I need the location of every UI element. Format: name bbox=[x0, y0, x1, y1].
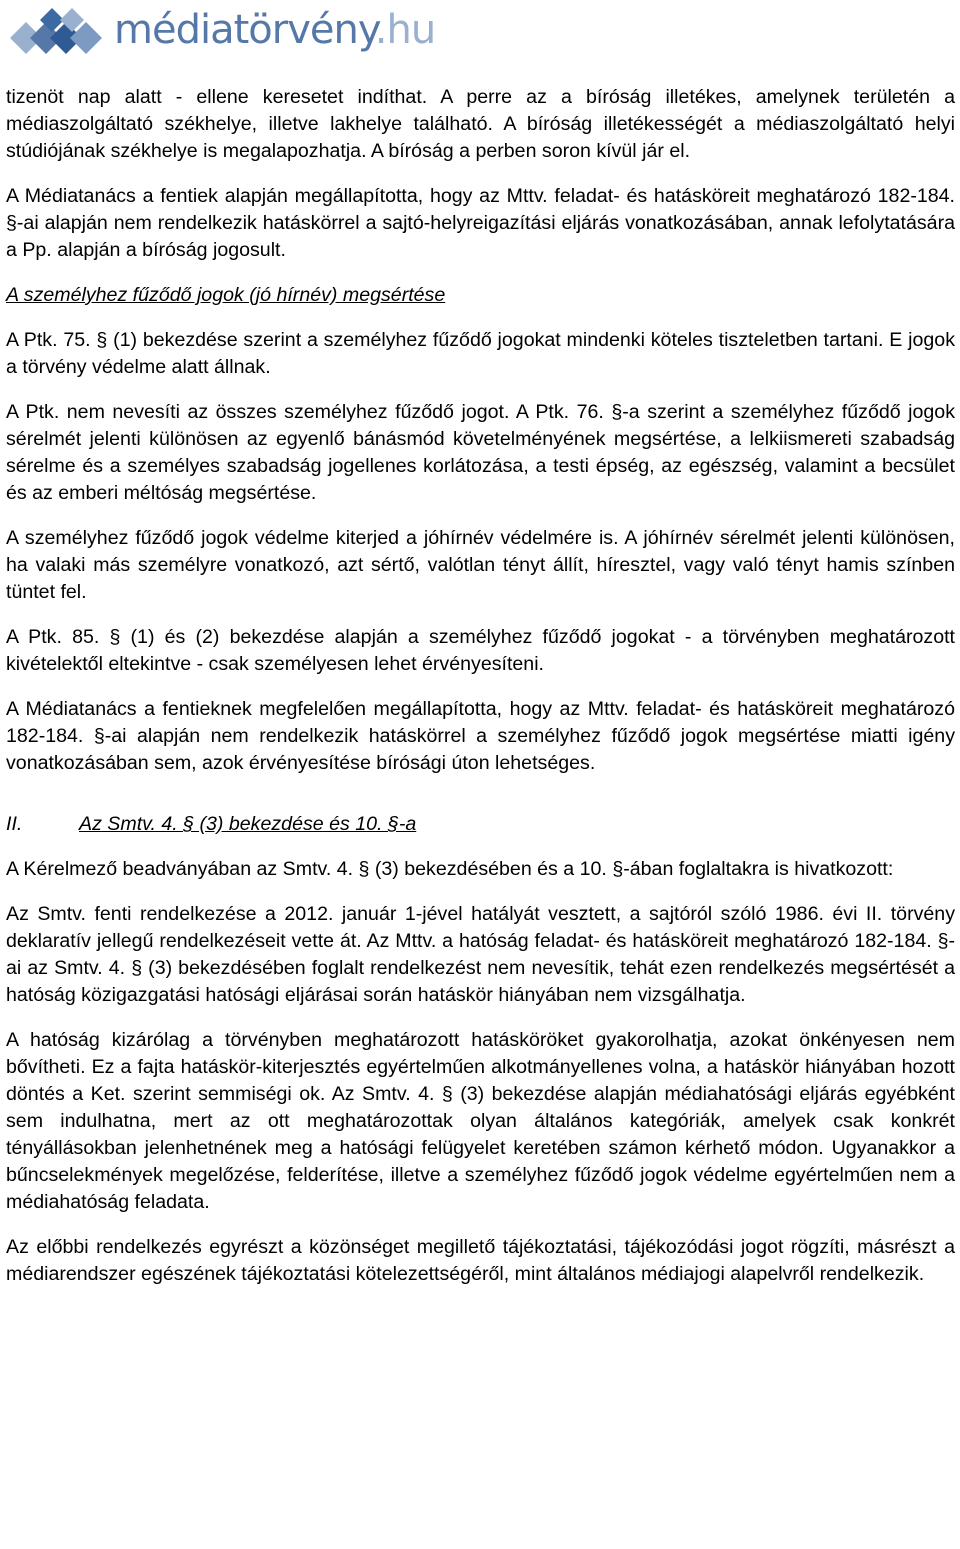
paragraph: A Médiatanács a fentiek alapján megállapította, hogy az Mttv. feladat- és hatásköreit meghatározó 182-184. §-ai alapján nem rendelkezik hatáskörrel a sajtó-helyreigazítási eljárás vonatkozásában, annak lefolytatására a Pp. alapján a bíróság jogosult. bbox=[6, 185, 955, 261]
section-subheading: A személyhez fűződő jogok (jó hírnév) megsértése bbox=[6, 284, 446, 306]
section-title: Az Smtv. 4. § (3) bekezdése és 10. §-a bbox=[79, 813, 417, 835]
paragraph: A Médiatanács a fentieknek megfelelően megállapította, hogy az Mttv. feladat- és hatásköreit meghatározó 182-184. §-ai alapján nem rendelkezik hatáskörrel a személyhez fűződő jogok megsértése miatti igény vonatkozásában sem, azok érvényesítése bírósági úton lehetséges. bbox=[6, 698, 955, 774]
logo-wordmark[interactable] bbox=[114, 2, 435, 58]
section-number: II. bbox=[6, 813, 23, 835]
document-body bbox=[6, 84, 955, 1288]
logo-brand: médiatörvény bbox=[114, 7, 375, 53]
page-header bbox=[0, 0, 960, 70]
paragraph: A Ptk. 75. § (1) bekezdése szerint a személyhez fűződő jogokat mindenki köteles tiszteletben tartani. E jogok a törvény védelme alatt állnak. bbox=[6, 329, 955, 378]
paragraph: A hatóság kizárólag a törvényben meghatározott hatásköröket gyakorolhatja, azokat önkényesen nem bővítheti. Ez a fajta hatáskör-kiterjesztés egyértelműen alkotmányellenes volna, a hatáskör hiányában hozott döntés a Ket. szerint semmiségi ok. Az Smtv. 4. § (3) bekezdése alapján médiahatósági eljárás egyébként sem indulhatna, mert az ott meghatározottak olyan általános kategóriák, amelyek csak konkrét tényállásokban jelenhetnének meg a hatósági felügyelet keretében számon kérhető módon. Ugyanakkor a bűncselekmények megelőzése, felderítése, illetve a személyhez fűződő jogok védelme egyértelműen nem a médiahatóság feladata. bbox=[6, 1029, 955, 1213]
paragraph: Az Smtv. fenti rendelkezése a 2012. január 1-jével hatályát vesztett, a sajtóról szóló 1986. évi II. törvény deklaratív jellegű rendelkezéseit vette át. Az Mttv. a hatóság feladat- és hatásköreit meghatározó 182-184. §-ai az Smtv. 4. § (3) bekezdésében foglalt rendelkezést nem nevesítik, tehát ezen rendelkezés megsértését a hatóság közigazgatási hatósági eljárásai során hatáskör hiányában nem vizsgálhatja. bbox=[6, 903, 955, 1006]
paragraph: A Ptk. nem nevesíti az összes személyhez fűződő jogot. A Ptk. 76. §-a szerint a személyhez fűződő jogok sérelmét jelenti különösen az egyenlő bánásmód követelményének megsértése, a lelkiismereti szabadság sérelme és a személyes szabadság jogellenes korlátozása, a testi épség, az egészség, valamint a becsület és az emberi méltóság megsértése. bbox=[6, 401, 955, 504]
paragraph: A személyhez fűződő jogok védelme kiterjed a jóhírnév védelmére is. A jóhírnév sérelmét jelenti különösen, ha valaki más személyre vonatkozó, azt sértő, valótlan tényt állít, híresztel, vagy való tényt hamis színben tüntet fel. bbox=[6, 527, 955, 603]
logo-tld: .hu bbox=[374, 7, 436, 53]
paragraph: Az előbbi rendelkezés egyrészt a közönséget megillető tájékoztatási, tájékozódási jogot rögzíti, másrészt a médiarendszer egészének tájékoztatási kötelezettségéről, mint általános médiajogi alapelvről rendelkezik. bbox=[6, 1236, 955, 1285]
section-heading bbox=[6, 811, 955, 838]
paragraph: A Kérelmező beadványában az Smtv. 4. § (3) bekezdésében és a 10. §-ában foglaltakra is hivatkozott: bbox=[6, 858, 894, 880]
logo-icon bbox=[6, 4, 106, 66]
paragraph: A Ptk. 85. § (1) és (2) bekezdése alapján a személyhez fűződő jogokat - a törvényben meghatározott kivételektől eltekintve - csak személyesen lehet érvényesíteni. bbox=[6, 626, 955, 675]
paragraph: tizenöt nap alatt - ellene keresetet indíthat. A perre az a bíróság illetékes, amelynek területén a médiaszolgáltató székhelye, illetve lakhelye található. A bíróság illetékességét a médiaszolgáltató helyi stúdiójának székhelye is megalapozhatja. A bíróság a perben soron kívül jár el. bbox=[6, 86, 955, 162]
